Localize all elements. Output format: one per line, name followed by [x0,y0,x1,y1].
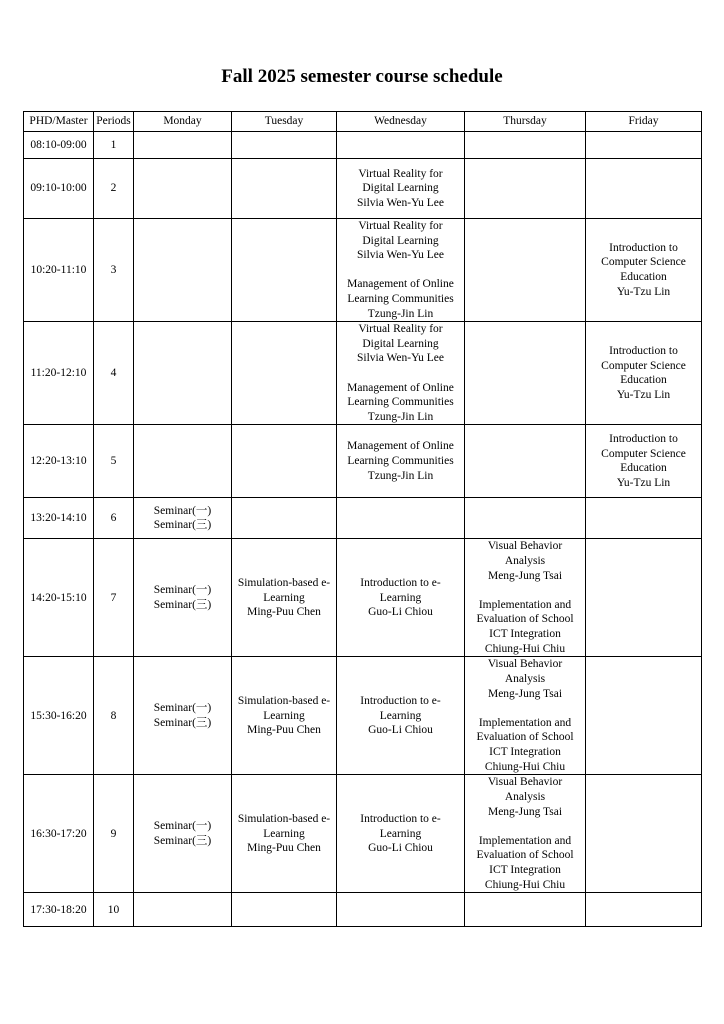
course-line: Visual Behavior [487,658,563,671]
tuesday-cell [232,775,337,893]
wednesday-cell [337,322,465,425]
course-line: Management of Online [347,381,454,394]
period-cell: 6 [94,498,134,539]
table-row [24,322,702,425]
time-cell: 08:10-09:00 [24,132,94,159]
friday-cell [586,322,702,425]
wednesday-cell [337,219,465,322]
thursday-cell [465,159,586,219]
wednesday-cell [337,132,465,159]
time-cell: 11:20-12:10 [24,322,94,425]
course-line: Analysis [504,555,546,568]
course-line: Simulation-based e- [237,694,331,707]
time-cell: 14:20-15:10 [24,539,94,657]
period-cell: 3 [94,219,134,322]
course-line: Learning Communities [347,292,454,305]
thursday-cell [465,322,586,425]
page-title: Fall 2025 semester course schedule [221,66,503,87]
course-line: Chiung-Hui Chiu [484,760,566,773]
course-line: Learning [263,827,305,840]
course-line: Digital Learning [362,182,439,195]
tuesday-cell [232,219,337,322]
wednesday-cell [337,498,465,539]
table-row [24,893,702,927]
tuesday-cell [232,539,337,657]
course-line: Management of Online [347,440,454,453]
course-line: Visual Behavior [487,540,563,553]
course-line: Introduction to [609,241,678,254]
course-line: Virtual Reality for [358,167,443,180]
course-line: Seminar(三) [153,834,212,847]
course-line: Silvia Wen-Yu Lee [356,196,444,209]
friday-cell [586,539,702,657]
table-row [24,539,702,657]
course-line: Virtual Reality for [358,220,443,232]
course-line: Ming-Puu Chen [247,606,321,619]
course-gap [339,366,462,381]
thursday-cell [465,775,586,893]
friday-cell [586,425,702,498]
course-line: Education [620,271,667,284]
course-line: Visual Behavior [487,776,563,789]
course-line: Seminar(一) [153,504,212,517]
course-line: Learning [379,827,422,840]
course-line: Evaluation of School [476,731,574,744]
course-line: ICT Integration [489,864,561,876]
course-line: Digital Learning [362,337,439,350]
course-gap [339,263,462,278]
friday-cell [586,657,702,775]
friday-cell [586,893,702,927]
thursday-cell [465,425,586,498]
course-line: Seminar(三) [153,519,212,532]
course-line: Meng-Jung Tsai [487,687,563,700]
header-phd-master: PHD/Master [24,112,94,132]
thursday-cell [465,498,586,539]
time-cell: 12:20-13:10 [24,425,94,498]
course-line: Simulation-based e- [237,576,331,589]
course-line: Seminar(三) [153,598,212,611]
course-line: Introduction to e- [360,576,441,589]
wednesday-cell [337,657,465,775]
friday-cell [586,159,702,219]
thursday-cell [465,539,586,657]
course-line: Learning [263,591,305,604]
course-line: Chiung-Hui Chiu [484,878,566,891]
period-cell: 8 [94,657,134,775]
course-line: Yu-Tzu Lin [616,285,671,298]
course-line: Guo-Li Chiou [368,842,433,855]
friday-cell [586,219,702,322]
monday-cell [134,893,232,927]
table-row [24,775,702,893]
friday-cell [586,132,702,159]
wednesday-cell [337,893,465,927]
course-line: Evaluation of School [476,613,574,626]
period-cell: 1 [94,132,134,159]
course-line: Introduction to e- [360,812,441,825]
course-line: Education [620,462,667,475]
course-line: Simulation-based e- [237,812,331,825]
monday-cell [134,132,232,159]
period-cell: 10 [94,893,134,927]
course-line: Learning [379,591,422,604]
course-line: Introduction to [609,433,678,446]
course-line: Education [620,374,667,387]
monday-cell [134,539,232,657]
course-line: Learning Communities [347,396,454,409]
header-periods: Periods [94,112,134,132]
course-line: Implementation and [478,834,572,847]
monday-cell [134,425,232,498]
course-line: Evaluation of School [476,849,574,862]
course-line: Seminar(一) [153,820,212,833]
course-gap [467,583,583,598]
course-line: Chiung-Hui Chiu [484,642,566,655]
tuesday-cell [232,498,337,539]
tuesday-cell [232,893,337,927]
header-row [24,112,702,132]
monday-cell [134,219,232,322]
friday-cell [586,775,702,893]
tuesday-cell [232,425,337,498]
time-cell: 13:20-14:10 [24,498,94,539]
course-line: Ming-Puu Chen [247,724,321,737]
period-cell: 4 [94,322,134,425]
friday-cell [586,498,702,539]
table-row [24,657,702,775]
course-line: Learning [263,709,305,722]
tuesday-cell [232,322,337,425]
tuesday-cell [232,132,337,159]
header-friday: Friday [586,112,702,132]
header-monday: Monday [134,112,232,132]
header-thursday: Thursday [465,112,586,132]
wednesday-cell [337,425,465,498]
course-line: Implementation and [478,598,572,611]
course-line: Silvia Wen-Yu Lee [356,249,444,262]
course-line: Seminar(一) [153,584,212,597]
course-gap [467,701,583,716]
course-line: Learning [379,709,422,722]
course-line: Introduction to e- [360,694,441,707]
thursday-cell [465,219,586,322]
course-line: ICT Integration [489,628,561,640]
time-cell: 09:10-10:00 [24,159,94,219]
monday-cell [134,498,232,539]
thursday-cell [465,893,586,927]
course-line: Yu-Tzu Lin [616,388,671,401]
course-line: Introduction to [609,345,678,358]
course-line: Analysis [504,791,546,804]
thursday-cell [465,132,586,159]
period-cell: 5 [94,425,134,498]
table-row [24,219,702,322]
course-line: Implementation and [478,716,572,729]
period-cell: 2 [94,159,134,219]
wednesday-cell [337,775,465,893]
course-line: Computer Science [601,359,686,372]
course-line: Digital Learning [362,234,439,247]
monday-cell [134,159,232,219]
table-row [24,159,702,219]
course-line: Tzung-Jin Lin [367,469,434,482]
course-line: Ming-Puu Chen [247,842,321,855]
header-tuesday: Tuesday [232,112,337,132]
time-cell: 10:20-11:10 [24,219,94,322]
course-line: Analysis [504,673,546,686]
course-line: Management of Online [347,278,454,291]
course-line: Virtual Reality for [358,323,443,336]
tuesday-cell [232,657,337,775]
table-row [24,498,702,539]
wednesday-cell [337,539,465,657]
course-line: Learning Communities [347,455,454,468]
course-line: Seminar(一) [153,702,212,715]
course-line: Yu-Tzu Lin [616,476,671,489]
course-line: Seminar(三) [153,716,212,729]
schedule-body [24,132,702,927]
period-cell: 7 [94,539,134,657]
course-line: Tzung-Jin Lin [367,307,434,320]
time-cell: 17:30-18:20 [24,893,94,927]
monday-cell [134,322,232,425]
course-line: Meng-Jung Tsai [487,805,563,818]
wednesday-cell [337,159,465,219]
time-cell: 15:30-16:20 [24,657,94,775]
monday-cell [134,657,232,775]
course-line: ICT Integration [489,746,561,758]
course-line: Computer Science [601,447,686,460]
period-cell: 9 [94,775,134,893]
course-line: Silvia Wen-Yu Lee [356,352,444,365]
header-wednesday: Wednesday [337,112,465,132]
course-gap [467,819,583,834]
course-line: Guo-Li Chiou [368,606,433,619]
course-line: Computer Science [601,256,686,269]
course-line: Guo-Li Chiou [368,724,433,737]
monday-cell [134,775,232,893]
thursday-cell [465,657,586,775]
table-row [24,132,702,159]
course-line: Meng-Jung Tsai [487,569,563,582]
schedule-table [23,111,702,927]
tuesday-cell [232,159,337,219]
table-row [24,425,702,498]
course-line: Tzung-Jin Lin [367,410,434,423]
time-cell: 16:30-17:20 [24,775,94,893]
